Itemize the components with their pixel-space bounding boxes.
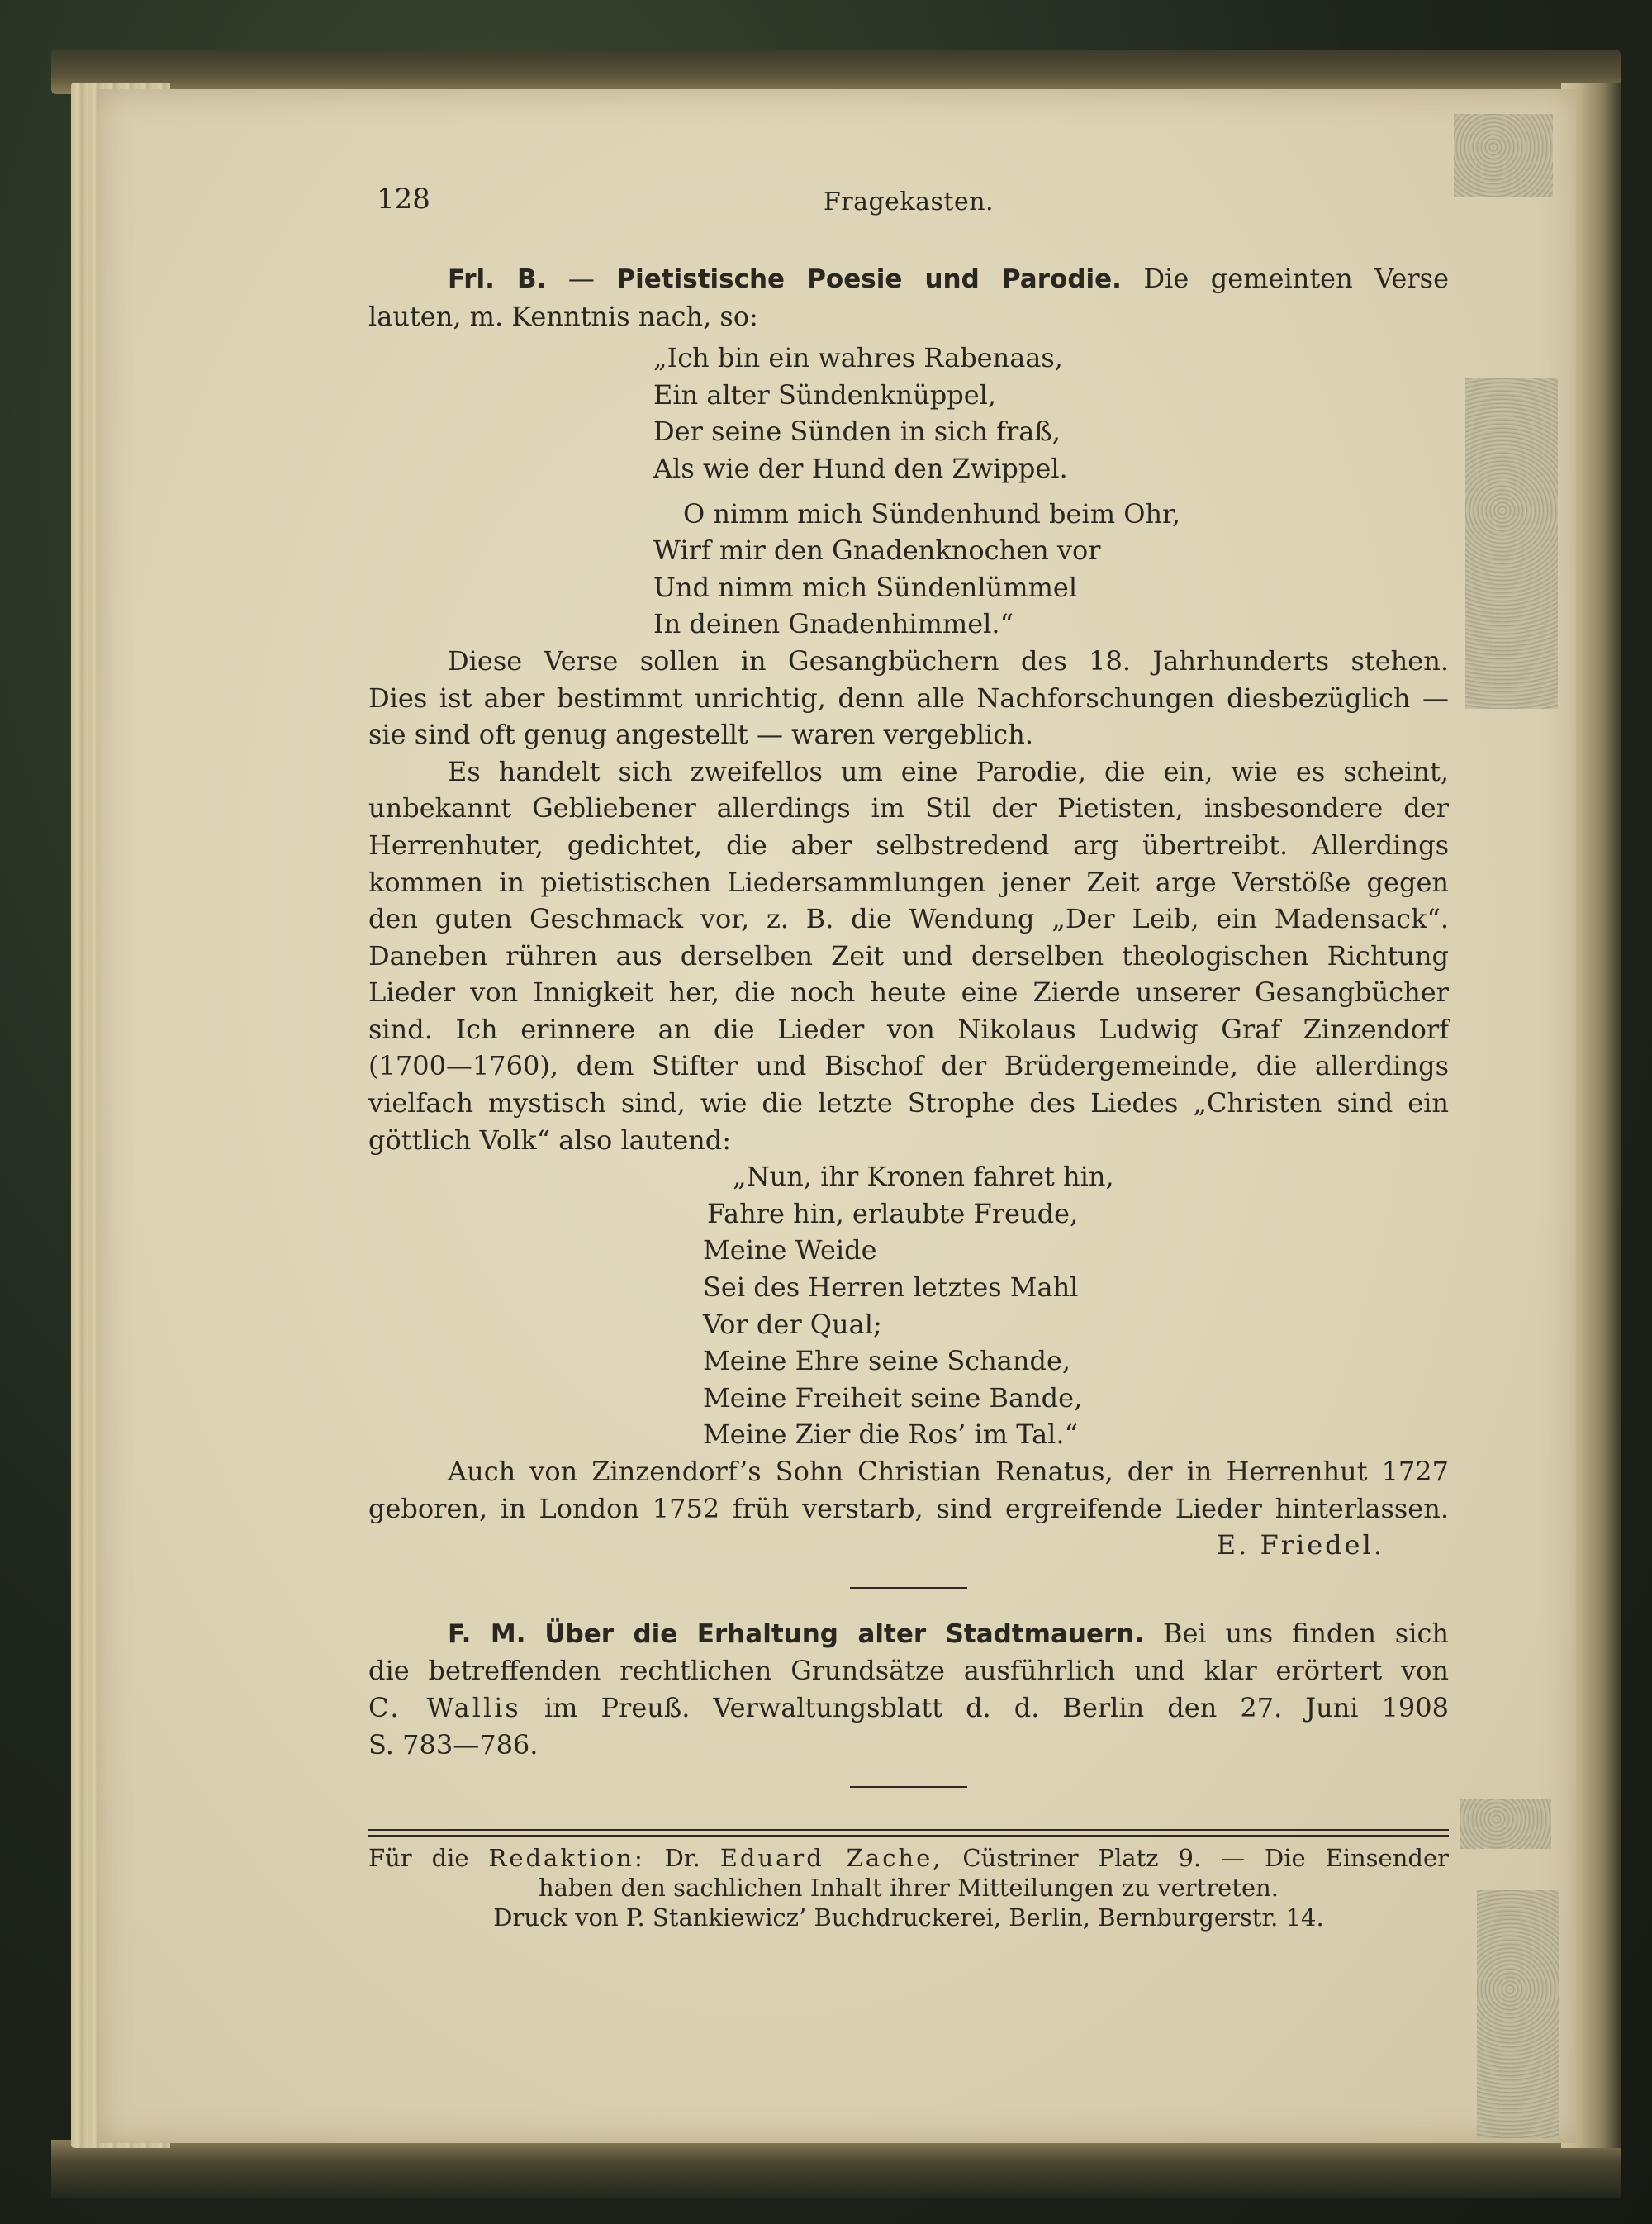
stain-mark [1477, 1890, 1559, 2138]
section-divider [850, 1587, 967, 1589]
footer-double-rule [368, 1829, 1449, 1837]
poem1-line: Wirf mir den Gnadenknochen vor [653, 535, 1101, 567]
section2-lead-name: F. M. [448, 1618, 526, 1649]
section-divider [850, 1786, 967, 1788]
poem1-line: „Ich bin ein wahres Rabenaas, [653, 342, 1063, 374]
stain-mark [1465, 378, 1558, 709]
poem2-line: Meine Ehre seine Schande, [703, 1345, 1071, 1377]
book-cover-top-edge [51, 50, 1621, 94]
imprint-footer: Für die Redaktion: Dr. Eduard Zache, Cüstriner Platz 9. — Die Einsender haben den sachlichen Inhalt ihrer Mitteilungen zu vertreten. Druck von P. Stankiewicz’ Buchdruckerei, Berlin, Bernburgerstr. 14. [368, 1844, 1449, 1932]
poem2-line: Meine Weide [703, 1234, 877, 1266]
poem2-line: Fahre hin, erlaubte Freude, [707, 1197, 1079, 1229]
section1-intro-line2: lauten, m. Kenntnis nach, so: [368, 300, 758, 332]
author-name: C. Wallis [368, 1691, 521, 1723]
poem2-line: „Nun, ihr Kronen fahret hin, [733, 1161, 1114, 1193]
section1-lead-name: Frl. B. [448, 264, 547, 294]
poem2-line: Meine Zier die Ros’ im Tal.“ [703, 1419, 1078, 1451]
poem1-line: O nimm mich Sündenhund beim Ohr, [683, 497, 1181, 530]
page-header [368, 178, 1449, 227]
poem1-line: In deinen Gnadenhimmel.“ [653, 608, 1014, 640]
poem1-line: Als wie der Hund den Zwippel. [653, 452, 1068, 484]
paragraph-3: Auch von Zinzendorf’s Sohn Christian Renatus, der in Herrenhut 1727 geboren, in London 1752 früh verstarb, sind ergreifende Lieder hinterlassen. [368, 1456, 1449, 1524]
page-number: 128 [377, 183, 430, 216]
paragraph-2: Es handelt sich zweifellos um eine Parodie, die ein, wie es scheint, unbekannt Gebliebener allerdings im Stil der Pietisten, insbesondere der Herrenhuter, gedichtet, die aber selbstredend arg übertreibt. Allerdings kommen in pietistischen Liedersammlungen jener Zeit arge Verstöße gegen den guten Geschmack vor, z. B. die Wendung „Der Leib, ein Madensack“. Daneben rühren aus derselben Zeit und derselben theologischen Richtung Lieder von Innigkeit her, die noch heute eine Zierde unserer Gesangbücher sind. Ich erinnere an die Lieder von Nikolaus Ludwig Graf Zinzendorf (1700—1760), dem Stifter und Bischof der Brüdergemeinde, die allerdings vielfach mystisch sind, wie die letzte Strophe des Liedes „Christen sind ein göttlich Volk“ also lautend: [368, 755, 1449, 1156]
section1-intro-line1: Frl. B. — Pietistische Poesie und Parodie. Die gemeinten Verse [448, 263, 1450, 294]
poem1-line: Und nimm mich Sündenlümmel [653, 571, 1078, 603]
poem2 [703, 1158, 1449, 1453]
running-title: Fragekasten. [823, 188, 995, 216]
poem1-line: Der seine Sünden in sich fraß, [653, 416, 1061, 448]
poem2-line: Vor der Qual; [703, 1308, 882, 1340]
page-text [368, 178, 1449, 1932]
section1-title: Pietistische Poesie und Parodie. [616, 264, 1122, 294]
poem2-line: Sei des Herren letztes Mahl [703, 1271, 1079, 1304]
poem1-line: Ein alter Sündenknüppel, [653, 378, 997, 411]
stain-mark [1454, 114, 1553, 197]
stain-mark [1460, 1799, 1551, 1849]
poem2-line: Meine Freiheit seine Bande, [703, 1381, 1083, 1414]
signature: E. Friedel. [1216, 1529, 1384, 1561]
section2: F. M. Über die Erhaltung alter Stadtmauern. Bei uns finden sich die betreffenden rechtlichen Grundsätze ausführlich und klar erörtert von C. Wallis im Preuß. Verwaltungsblatt d. d. Berlin den 27. Juni 1908 S. 783—786. [368, 1617, 1450, 1761]
section2-title: Über die Erhaltung alter Stadtmauern. [544, 1618, 1145, 1649]
paragraph-1: Diese Verse sollen in Gesangbüchern des 18. Jahrhunderts stehen. Dies ist aber bestimmt unrichtig, denn alle Nachforschungen diesbezüglich — sie sind oft genug angestellt — waren vergeblich. [368, 644, 1449, 751]
poem1 [653, 340, 1449, 643]
book-cover-bottom-edge [51, 2140, 1621, 2198]
